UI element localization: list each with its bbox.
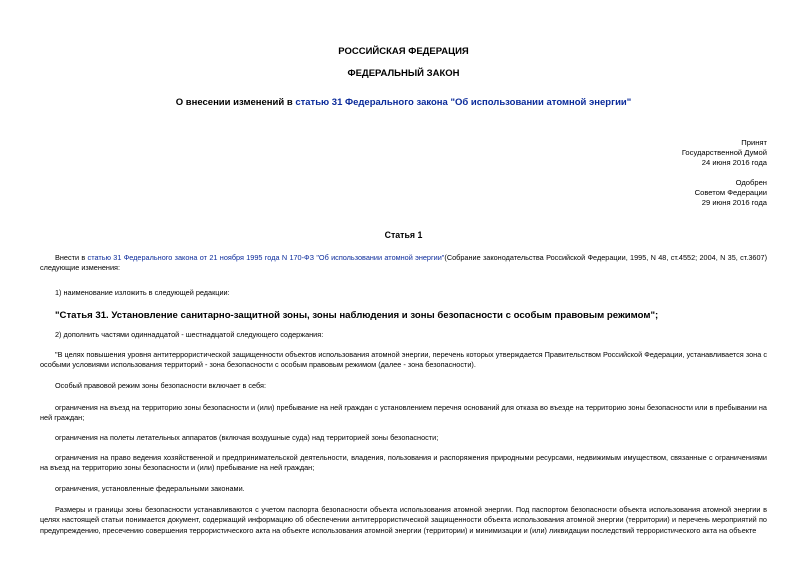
paragraph-7: ограничения на право ведения хозяйственной и предпринимательской деятельности, владения, пользования и распоряжения природными ресурсами, недвижимым имуществом, связанные с ограничениями на въезд на территорию зоны безопасности и (или) пребывание на ней граждан; <box>40 453 767 473</box>
paragraph-4: Особый правовой режим зоны безопасности включает в себя: <box>55 381 266 390</box>
adoption-block <box>682 138 767 168</box>
law-title <box>0 97 807 108</box>
paragraph-3: "В целях повышения уровня антитеррористической защищенности объектов использования атомной энергии, перечень которых утверждается Правительством Российской Федерации, устанавливается зона с особыми условиями использования территорий - зона безопасности с особым правовым режимом (далее - зона безопасности). <box>40 350 767 370</box>
paragraph-2: 2) дополнить частями одиннадцатой - шестнадцатой следующего содержания: <box>55 330 324 339</box>
intro-law-link[interactable]: статью 31 Федерального закона от 21 ноября 1995 года N 170-ФЗ <box>87 253 314 262</box>
approved-date: 29 июня 2016 года <box>701 198 767 207</box>
law-type-heading: ФЕДЕРАЛЬНЫЙ ЗАКОН <box>347 68 460 79</box>
law-title-prefix: О внесении изменений в <box>175 97 296 108</box>
adopted-by: Государственной Думой <box>681 148 767 157</box>
adopted-label: Принят <box>741 138 767 147</box>
paragraph-1: 1) наименование изложить в следующей редакции: <box>55 288 230 297</box>
paragraph-9: Размеры и границы зоны безопасности устанавливаются с учетом паспорта безопасности объекта использования атомной энергии. Под паспортом безопасности объекта использования атомной энергии в целях настоящей статьи понимается документ, содержащий информацию об обеспечении антитеррористической защищенности объекта использования атомной энергии (территории) и перечень мероприятий по предупреждению, пресечению совершения террористического акта на объекте использования атомной энергии (территории) и минимизации и (или) ликвидации последствий террористического акта на объекте <box>40 505 767 535</box>
intro-title-link[interactable]: "Об использовании атомной энергии" <box>316 253 445 262</box>
intro-text-a: Внести в <box>55 253 88 262</box>
paragraph-8: ограничения, установленные федеральными законами. <box>55 484 245 493</box>
approved-label: Одобрен <box>735 178 767 187</box>
paragraph-6: ограничения на полеты летательных аппаратов (включая воздушные суда) над территорией зоны безопасности; <box>55 433 439 442</box>
new-article-title: "Статья 31. Установление санитарно-защитной зоны, зоны наблюдения и зоны безопасности с особым правовым режимом"; <box>55 310 659 321</box>
article-intro <box>40 253 767 274</box>
intro-text-c: (Собрание законодательства Российской Федерации, 1995, N 48, ст.4552; 2004, N 35, ст.3607) следующие изменения: <box>40 253 768 273</box>
federation-heading: РОССИЙСКАЯ ФЕДЕРАЦИЯ <box>338 46 469 57</box>
article-heading: Статья 1 <box>384 230 423 240</box>
paragraph-5: ограничения на въезд на территорию зоны безопасности и (или) пребывание на ней граждан с установлением перечня оснований для отказа во въезде на территорию зоны безопасности или в пребывании на ней граждан; <box>40 403 767 423</box>
approval-block <box>695 178 767 208</box>
adopted-date: 24 июня 2016 года <box>701 158 767 167</box>
law-title-link[interactable]: статью 31 Федерального закона "Об использовании атомной энергии" <box>295 97 632 108</box>
approved-by: Советом Федерации <box>694 188 767 197</box>
